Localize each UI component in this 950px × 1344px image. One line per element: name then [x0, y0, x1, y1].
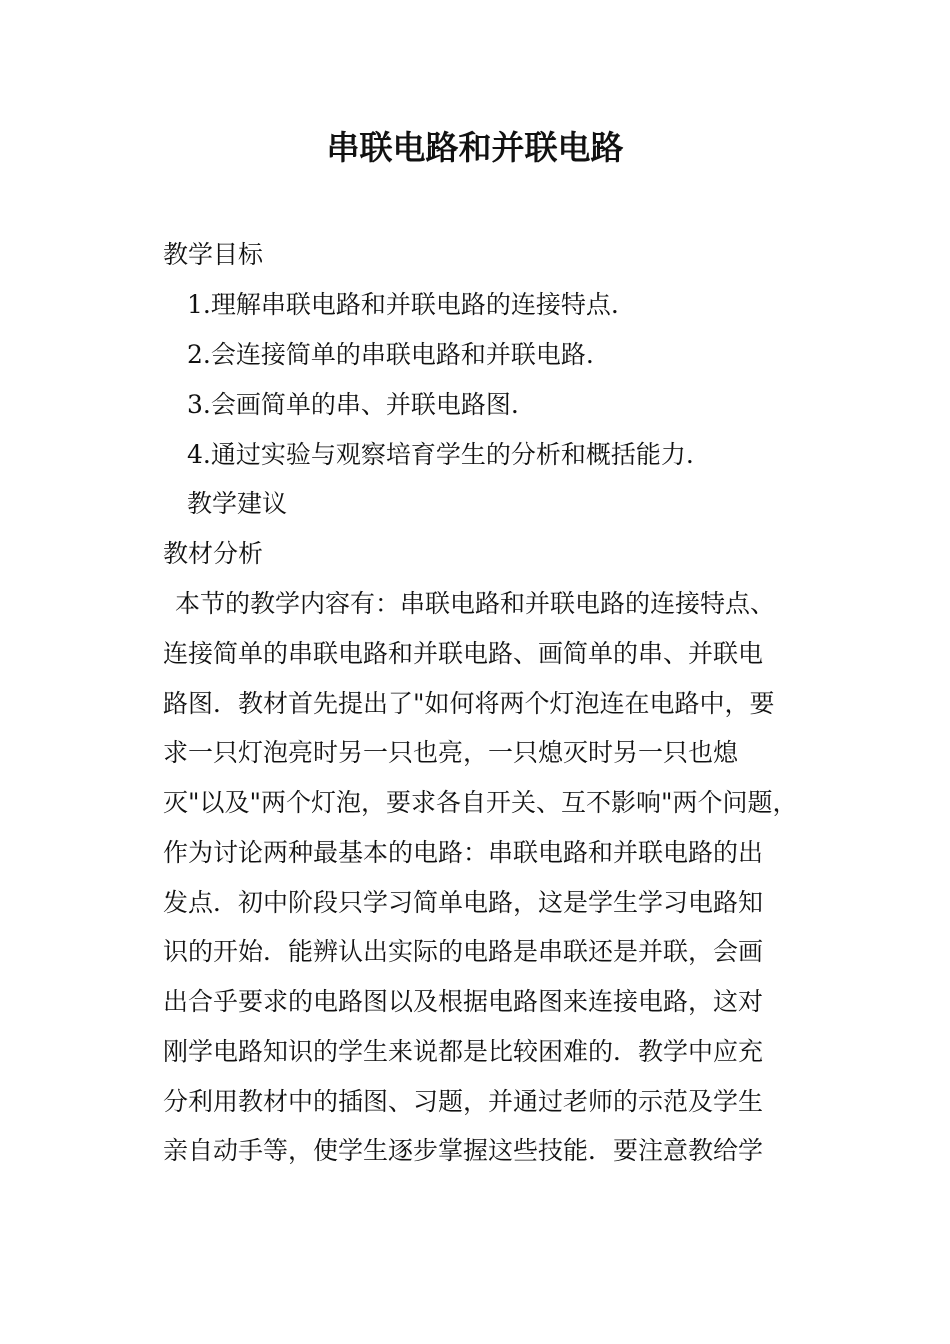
analysis-line: 发点．初中阶段只学习简单电路，这是学生学习电路知 [163, 888, 764, 917]
objective-item: 1.理解串联电路和并联电路的连接特点. [187, 290, 619, 319]
document-title: 串联电路和并联电路 [326, 128, 624, 167]
objective-item: 4.通过实验与观察培育学生的分析和概括能力. [187, 440, 694, 469]
analysis-line: 识的开始．能辨认出实际的电路是串联还是并联，会画 [163, 937, 764, 966]
analysis-line: 分利用教材中的插图、习题，并通过老师的示范及学生 [163, 1087, 764, 1116]
analysis-line: 本节的教学内容有：串联电路和并联电路的连接特点、 [175, 589, 776, 618]
analysis-line: 灭"以及"两个灯泡，要求各自开关、互不影响"两个问题， [163, 788, 798, 817]
analysis-line: 连接简单的串联电路和并联电路、画简单的串、并联电 [163, 639, 764, 668]
suggestion-heading: 教学建议 [187, 489, 288, 518]
analysis-line: 刚学电路知识的学生来说都是比较困难的．教学中应充 [163, 1037, 764, 1066]
objectives-heading: 教学目标 [163, 240, 264, 269]
analysis-line: 作为讨论两种最基本的电路：串联电路和并联电路的出 [163, 838, 764, 867]
analysis-line: 路图．教材首先提出了"如何将两个灯泡连在电路中，要 [163, 689, 775, 718]
analysis-heading: 教材分析 [163, 539, 264, 568]
analysis-line: 出合乎要求的电路图以及根据电路图来连接电路，这对 [163, 987, 764, 1016]
objective-item: 2.会连接简单的串联电路和并联电路. [187, 340, 594, 369]
objective-item: 3.会画简单的串、并联电路图. [187, 390, 519, 419]
analysis-line: 求一只灯泡亮时另一只也亮，一只熄灭时另一只也熄 [163, 738, 739, 767]
analysis-line: 亲自动手等，使学生逐步掌握这些技能．要注意教给学 [163, 1136, 764, 1165]
